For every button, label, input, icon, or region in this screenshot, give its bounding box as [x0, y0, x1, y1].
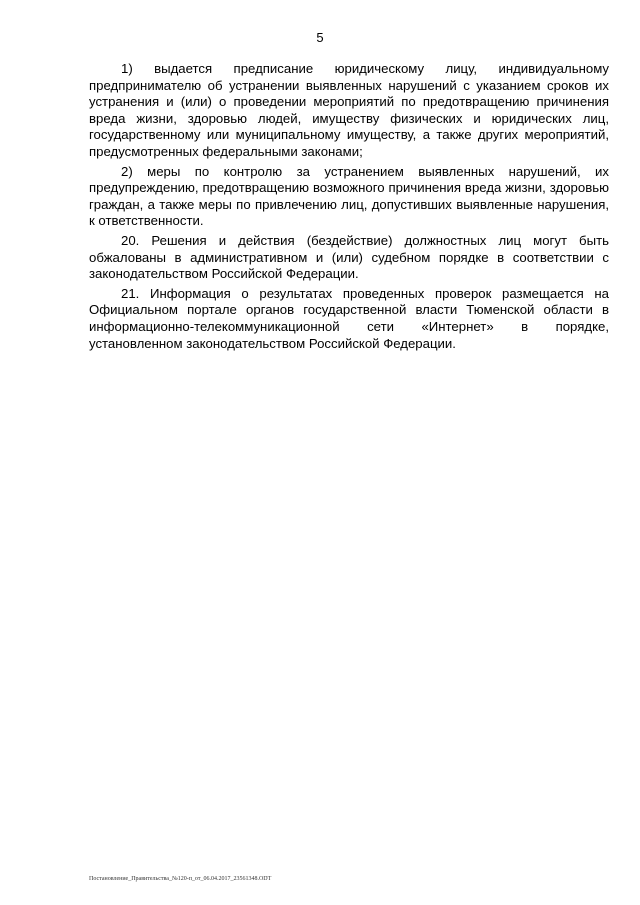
paragraph-clause-20: 20. Решения и действия (бездействие) должностных лиц могут быть обжалованы в административном и (или) судебном порядке в соответствии с законодательством Российской Федерации. — [89, 232, 609, 282]
paragraph-item-2: 2) меры по контролю за устранением выявленных нарушений, их предупреждению, предотвращению возможного причинения вреда жизни, здоровью граждан, а также меры по привлечению лиц, допустивших выявленные нарушения, к ответственности. — [89, 163, 609, 229]
footer-filename: Постановление_Правительства_№120-п_от_06.04.2017_23561348.ODT — [89, 876, 272, 882]
page-number: 5 — [316, 30, 324, 45]
paragraph-item-1: 1) выдается предписание юридическому лицу, индивидуальному предпринимателю об устранении выявленных нарушений с указанием сроков их устранения и (или) о проведении мероприятий по предотвращению причинения вреда жизни, здоровью людей, имуществу физических и юридических лиц, государственному или муниципальному имуществу, а также других мероприятий, предусмотренных федеральными законами; — [89, 61, 609, 159]
paragraph-clause-21: 21. Информация о результатах проведенных проверок размещается на Официальном портале органов государственной власти Тюменской области в информационно-телекоммуникационной сети «Интернет» в порядке, установленном законодательством Российской Федерации. — [89, 285, 609, 351]
document-body — [89, 61, 609, 352]
